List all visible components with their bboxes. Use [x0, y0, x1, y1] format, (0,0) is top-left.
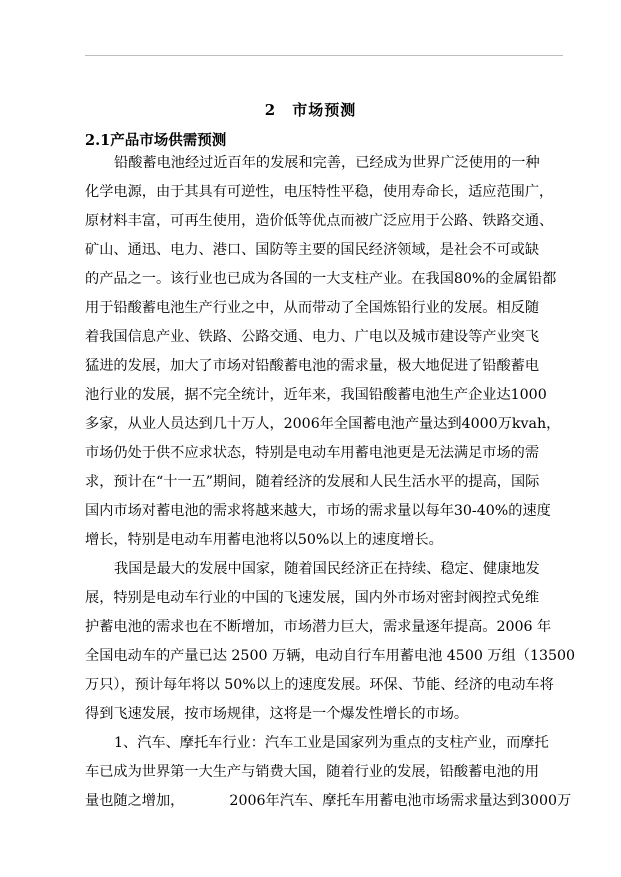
paragraph-1-line: 的产品之一。该行业也已成为各国的一大支柱产业。在我国80%的金属铅都 [85, 271, 557, 287]
paragraph-1-line: 化学电源，由于其具有可逆性，电压特性平稳，使用寿命长，适应范围广， [85, 184, 554, 200]
subsection-title: 2.1产品市场供需预测 [85, 132, 227, 149]
paragraph-2-line: 万只），预计每年将以 50%以上的速度发展。环保、节能、经济的电动车将 [85, 677, 554, 693]
paragraph-2-line: 护蓄电池的需求也在不断增加，市场潜力巨大，需求量逐年提高。2006 年 [85, 619, 552, 635]
paragraph-3-line: 量也随之增加， 2006年汽车、摩托车用蓄电池市场需求量达到3000万 [85, 793, 572, 809]
paragraph-1-line: 求，预计在“十一五”期间，随着经济的发展和人民生活水平的提高，国际 [85, 474, 540, 490]
paragraph-2-line: 全国电动车的产量已达 2500 万辆，电动自行车用蓄电池 4500 万组（13500 [85, 648, 576, 664]
paragraph-1-line: 铅酸蓄电池经过近百年的发展和完善，已经成为世界广泛使用的一种 [114, 155, 540, 171]
paragraph-2-line: 我国是最大的发展中国家，随着国民经济正在持续、稳定、健康地发 [114, 561, 540, 577]
paragraph-1-line: 原材料丰富，可再生使用，造价低等优点而被广泛应用于公路、铁路交通、 [85, 213, 554, 229]
paragraph-1-line: 着我国信息产业、铁路、公路交通、电力、广电以及城市建设等产业突飞 [85, 329, 540, 345]
paragraph-3-line: 车已成为世界第一大生产与销费大国，随着行业的发展，铅酸蓄电池的用 [85, 764, 540, 780]
paragraph-1-line: 增长，特别是电动车用蓄电池将以50%以上的速度增长。 [85, 532, 443, 548]
header-rule [85, 55, 563, 56]
paragraph-1-line: 国内市场对蓄电池的需求将越来越大，市场的需求量以每年30-40%的速度 [85, 503, 551, 519]
section-title: 2 市场预测 [264, 101, 357, 119]
paragraph-2-line: 展，特别是电动车行业的中国的飞速发展，国内外市场对密封阀控式免维 [85, 590, 540, 606]
paragraph-1-line: 猛进的发展，加大了市场对铅酸蓄电池的需求量，极大地促进了铅酸蓄电 [85, 358, 540, 374]
paragraph-1-line: 市场仍处于供不应求状态，特别是电动车用蓄电池更是无法满足市场的需 [85, 445, 540, 461]
paragraph-1-line: 矿山、通迅、电力、港口、国防等主要的国民经济领域，是社会不可或缺 [85, 242, 540, 258]
paragraph-3-line: 1、汽车、摩托车行业：汽车工业是国家列为重点的支柱产业，而摩托 [114, 735, 549, 751]
paragraph-1-line: 多家，从业人员达到几十万人，2006年全国蓄电池产量达到4000万kvah， [85, 416, 561, 432]
paragraph-1-line: 用于铅酸蓄电池生产行业之中，从而带动了全国炼铅行业的发展。相反随 [85, 300, 540, 316]
paragraph-1-line: 池行业的发展，据不完全统计，近年来，我国铅酸蓄电池生产企业达1000 [85, 387, 547, 403]
paragraph-2-line: 得到飞速发展，按市场规律，这将是一个爆发性增长的市场。 [85, 706, 469, 722]
